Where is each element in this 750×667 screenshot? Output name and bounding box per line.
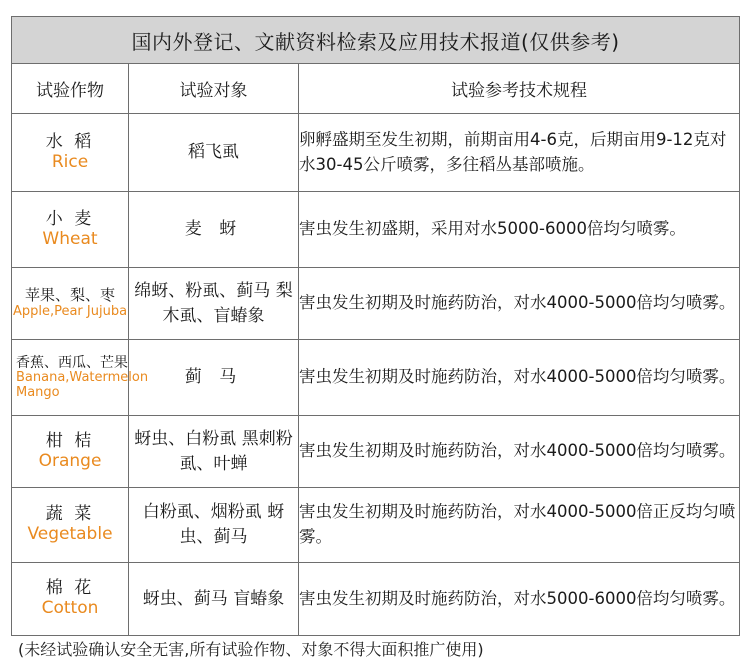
table-row [12, 114, 740, 192]
table-title: 国内外登记、文献资料检索及应用技术报道(仅供参考) [12, 17, 740, 64]
table-row [12, 192, 740, 268]
crop-cell [12, 268, 129, 340]
target-cell: 麦 蚜 [129, 192, 299, 268]
disclaimer-footnote: (未经试验确认安全无害,所有试验作物、对象不得大面积推广使用) [18, 640, 484, 659]
target-cell: 蚜虫、白粉虱 黑刺粉虱、叶蝉 [129, 416, 299, 488]
header-crop: 试验作物 [12, 64, 129, 114]
spec-cell: 卵孵盛期至发生初期，前期亩用4-6克，后期亩用9-12克对水30-45公斤喷雾，多往稻丛基部喷施。 [299, 114, 740, 192]
header-target: 试验对象 [129, 64, 299, 114]
table-row [12, 563, 740, 636]
crop-cell [12, 488, 129, 563]
crop-name-en: Orange [38, 450, 102, 471]
crop-cell [12, 114, 129, 192]
crop-cell [12, 192, 129, 268]
table-row [12, 488, 740, 563]
crop-name-cn: 水 稻 [45, 131, 95, 152]
target-cell: 绵蚜、粉虱、蓟马 梨木虱、盲蝽象 [129, 268, 299, 340]
crop-name-cn: 苹果、梨、枣 [24, 286, 115, 305]
spec-cell: 害虫发生初期及时施药防治，对水4000-5000倍均匀喷雾。 [299, 416, 740, 488]
crop-name-cn: 蔬 菜 [45, 504, 95, 525]
crop-name-en: Banana,Watermelon Mango [16, 369, 149, 400]
crop-name-cn: 棉 花 [45, 578, 95, 599]
header-spec: 试验参考技术规程 [299, 64, 740, 114]
crop-cell [12, 340, 149, 416]
crop-name-en: Rice [51, 151, 89, 172]
target-cell: 白粉虱、烟粉虱 蚜虫、蓟马 [129, 488, 299, 563]
crop-name-en: Vegetable [27, 524, 113, 544]
spec-cell: 害虫发生初期及时施药防治，对水4000-5000倍正反均匀喷雾。 [299, 488, 740, 563]
table-row [12, 416, 740, 488]
crop-name-en: Apple,Pear Jujuba [12, 303, 128, 319]
spec-cell: 害虫发生初期及时施药防治，对水4000-5000倍均匀喷雾。 [299, 268, 740, 340]
header-row [12, 64, 740, 114]
crop-name-en: Wheat [42, 228, 98, 249]
crop-cell [12, 563, 129, 636]
spec-cell: 害虫发生初盛期，采用对水5000-6000倍均匀喷雾。 [299, 192, 740, 268]
spec-cell: 害虫发生初期及时施药防治，对水4000-5000倍均匀喷雾。 [299, 340, 740, 416]
target-cell: 蚜虫、蓟马 盲蝽象 [129, 563, 299, 636]
crop-name-cn: 柑 桔 [45, 430, 95, 451]
crop-cell [12, 416, 129, 488]
table-row [12, 340, 740, 416]
title-row [12, 17, 740, 64]
crop-name-cn: 香蕉、西瓜、芒果 [16, 354, 128, 371]
crop-name-en: Cotton [41, 598, 99, 618]
spec-cell: 害虫发生初期及时施药防治，对水5000-6000倍均匀喷雾。 [299, 563, 740, 636]
target-cell: 稻飞虱 [129, 114, 299, 192]
table-row [12, 268, 740, 340]
pesticide-usage-table [11, 16, 740, 636]
target-cell: 蓟 马 [129, 340, 299, 416]
crop-name-cn: 小 麦 [45, 208, 95, 229]
